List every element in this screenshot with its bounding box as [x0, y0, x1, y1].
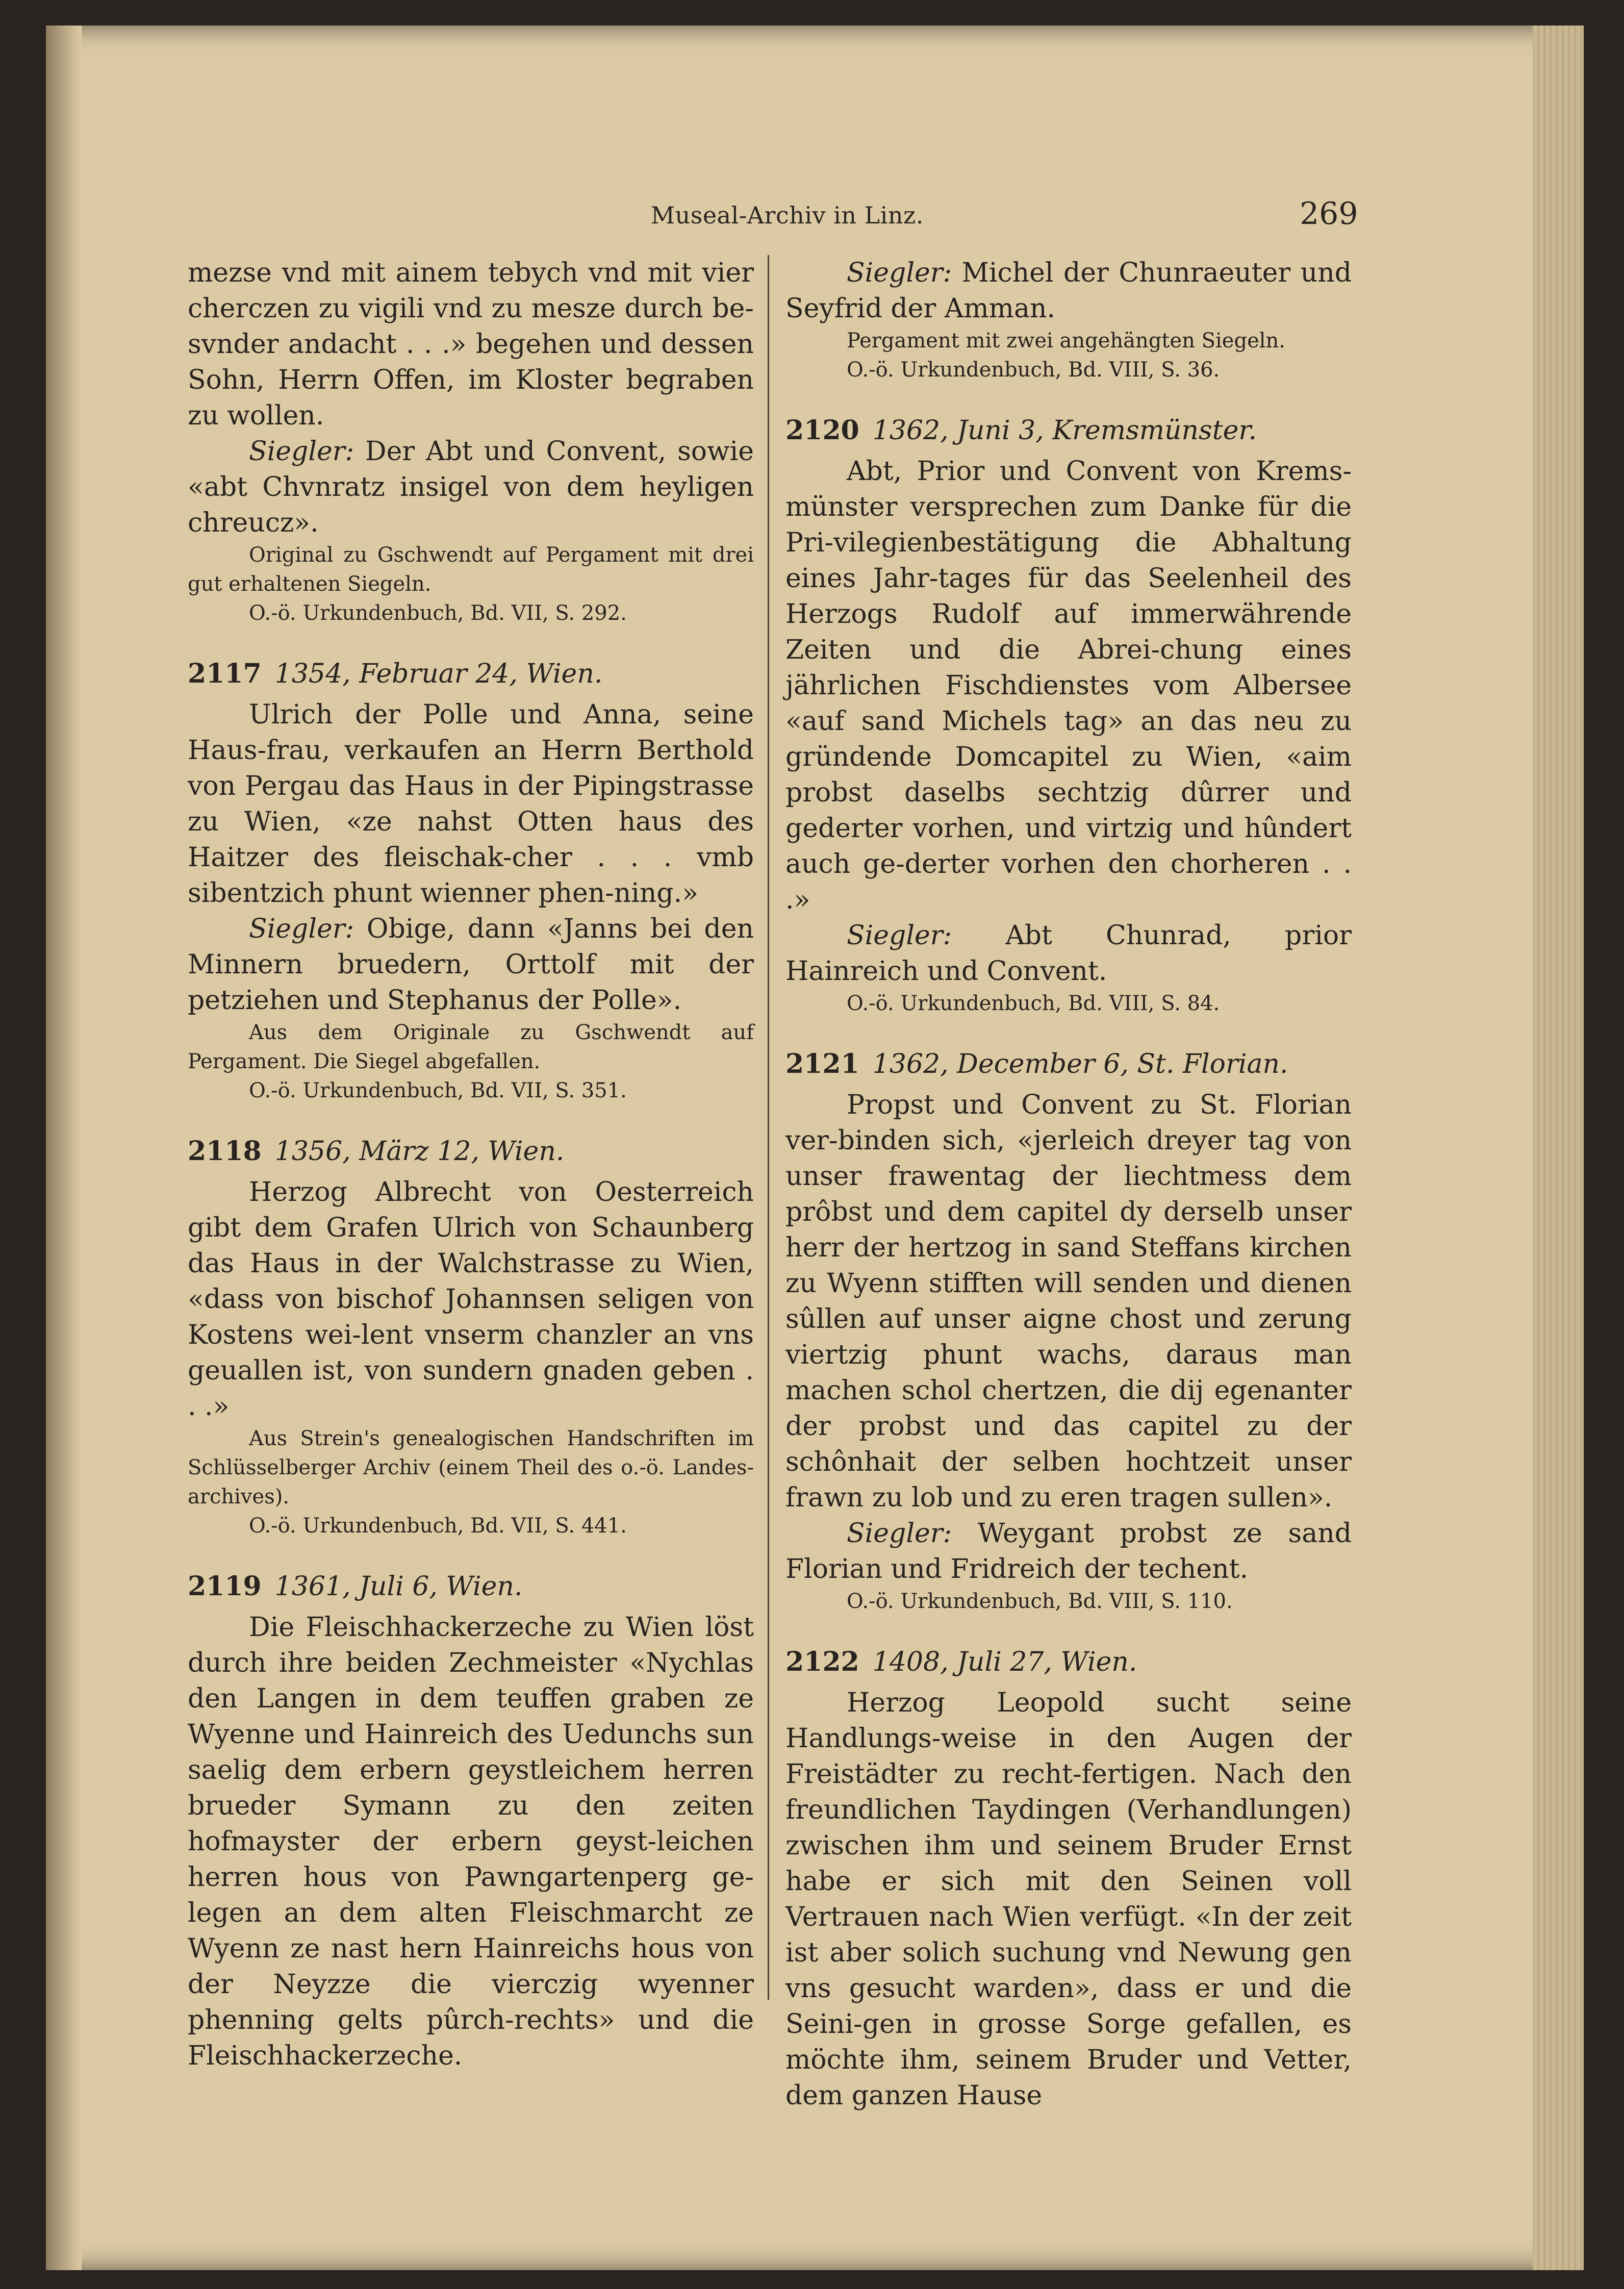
entry-date: 1362, Juni 3, Kremsmünster.: [872, 415, 1257, 446]
entry-text: Propst und Convent zu St. Florian ver-binden sich, «jerleich dreyer tag von unser frawentag der liechtmess dem prôbst und dem capitel dy derselb unser herr der hertzog in sand Steffans kirchen zu Wyenn stifften will senden und dienen sûllen auf unser aigne chost und zerung viertzig phunt wachs, daraus man machen schol chertzen, die dij egenanter der probst und das capitel zu der schônhait der selben hochtzeit unser frawn zu lob und zu eren tragen sullen».: [785, 1090, 1352, 1513]
siegler-paragraph: [188, 434, 754, 541]
siegler-text: Obige, dann «Janns bei den Minnern bruedern, Orttolf mit der petziehen und Stephanus der Polle».: [188, 914, 754, 1016]
siegler-label: Siegler:: [249, 436, 354, 467]
siegler-text: Michel der Chunraeuter und Seyfrid der Amman.: [785, 258, 1352, 324]
entry-heading-2117: [188, 656, 754, 692]
source-note: Original zu Gschwendt auf Pergament mit drei gut erhaltenen Siegeln.: [188, 543, 754, 596]
entry-date: 1354, Februar 24, Wien.: [274, 659, 603, 689]
source-note: Aus dem Originale zu Gschwendt auf Pergament. Die Siegel abgefallen.: [188, 1021, 754, 1073]
entry-text: Herzog Albrecht von Oesterreich gibt dem Grafen Ulrich von Schaunberg das Haus in der Walchstrasse zu Wien, «dass von bischof Johannsen seligen von Kostens wei-lent vnserm chanzler an vns geuallen ist, von sundern gnaden geben . . .»: [188, 1177, 754, 1422]
entry-number: 2117: [188, 658, 262, 689]
siegler-label: Siegler:: [847, 258, 952, 288]
entry-number: 2121: [785, 1048, 859, 1079]
book-spine-shadow: [46, 26, 82, 2270]
source-ref: O.-ö. Urkundenbuch, Bd. VIII, S. 110.: [847, 1590, 1233, 1613]
page-number: 269: [1300, 196, 1358, 232]
entry-heading-2119: [188, 1569, 754, 1604]
left-column: [188, 255, 754, 2074]
siegler-label: Siegler:: [847, 1518, 952, 1549]
page-edges: [1533, 26, 1584, 2270]
column-divider: [768, 255, 769, 2000]
source-ref: O.-ö. Urkundenbuch, Bd. VII, S. 351.: [249, 1079, 627, 1102]
entry-number: 2122: [785, 1646, 859, 1677]
entry-text: Ulrich der Polle und Anna, seine Haus-frau, verkaufen an Herrn Berthold von Pergau das Haus in der Pipingstrasse zu Wien, «ze nahst Otten haus des Haitzer des fleischak-cher . . . vmb sibentzich phunt wienner phen-ning.»: [188, 699, 754, 909]
entry-text: Herzog Leopold sucht seine Handlungs-weise in den Augen der Freistädter zu recht-fertigen. Nach den freundlichen Taydingen (Verhandlungen) zwischen ihm und seinem Bruder Ernst habe er sich mit den Seinen voll Vertrauen nach Wien verfügt. «In der zeit ist aber solich suchung vnd Newung gen vns gesucht warden», dass er und die Seini-gen in grosse Sorge gefallen, es möchte ihm, seinem Bruder und Vetter, dem ganzen Hause: [785, 1688, 1352, 2111]
entry-date: 1356, März 12, Wien.: [274, 1136, 565, 1167]
source-note: Pergament mit zwei angehängten Siegeln.: [847, 329, 1286, 353]
entry-date: 1408, Juli 27, Wien.: [872, 1647, 1137, 1677]
source-ref: O.-ö. Urkundenbuch, Bd. VII, S. 441.: [249, 1514, 627, 1538]
entry-number: 2119: [188, 1571, 262, 1602]
siegler-text: Weygant probst ze sand Florian und Fridreich der techent.: [785, 1518, 1352, 1584]
continued-text: mezse vnd mit ainem tebych vnd mit vier cherczen zu vigili vnd zu mesze durch be-svnder andacht . . .» begehen und dessen Sohn, Herrn Offen, im Kloster begraben zu wollen.: [188, 258, 754, 431]
siegler-paragraph: [785, 1516, 1352, 1587]
entry-number: 2118: [188, 1136, 262, 1167]
source-ref: O.-ö. Urkundenbuch, Bd. VII, S. 292.: [249, 601, 627, 625]
right-column: [785, 255, 1352, 2114]
source-ref: O.-ö. Urkundenbuch, Bd. VIII, S. 84.: [847, 992, 1220, 1015]
siegler-paragraph: [785, 255, 1352, 326]
entry-heading-2118: [188, 1134, 754, 1169]
source-ref: O.-ö. Urkundenbuch, Bd. VIII, S. 36.: [847, 358, 1220, 382]
entry-heading-2121: [785, 1046, 1352, 1082]
entry-date: 1361, Juli 6, Wien.: [274, 1571, 523, 1602]
running-header: Museal-Archiv in Linz.: [651, 202, 924, 229]
siegler-paragraph: [785, 918, 1352, 989]
siegler-label: Siegler:: [847, 920, 952, 951]
source-note: Aus Strein's genealogischen Handschriften im Schlüsselberger Archiv (einem Theil des o.-ö. Landes-archives).: [188, 1427, 754, 1508]
siegler-label: Siegler:: [249, 914, 354, 944]
entry-number: 2120: [785, 415, 859, 446]
entry-heading-2120: [785, 413, 1352, 448]
siegler-text: Der Abt und Convent, sowie «abt Chvnratz insigel von dem heyligen chreucz».: [188, 436, 754, 538]
entry-heading-2122: [785, 1644, 1352, 1680]
entry-text: Die Fleischhackerzeche zu Wien löst durch ihre beiden Zechmeister «Nychlas den Langen in dem teuffen graben ze Wyenne und Hainreich des Uedunchs sun saelig dem erbern geystleichem herren brueder Symann zu den zeiten hofmayster der erbern geyst-leichen herren hous von Pawngartenperg ge-legen an dem alten Fleischmarcht ze Wyenn ze nast hern Hainreichs hous von der Neyzze die vierczig wyenner phenning gelts pûrch-rechts» und die Fleischhackerzeche.: [188, 1612, 754, 2071]
siegler-paragraph: [188, 911, 754, 1018]
entry-date: 1362, December 6, St. Florian.: [872, 1049, 1288, 1079]
siegler-text: Abt Chunrad, prior Hainreich und Convent.: [785, 920, 1352, 987]
entry-text: Abt, Prior und Convent von Krems-münster versprechen zum Danke für die Pri-vilegienbestätigung die Abhaltung eines Jahr-tages für das Seelenheil des Herzogs Rudolf auf immerwährende Zeiten und die Abrei-chung eines jährlichen Fischdienstes vom Albersee «auf sand Michels tag» an das neu zu gründende Domcapitel zu Wien, «aim probst daselbs sechtzig dûrrer und gederter vorhen, und virtzig und hûndert auch ge-derter vorhen den chorheren . . .»: [785, 456, 1352, 915]
